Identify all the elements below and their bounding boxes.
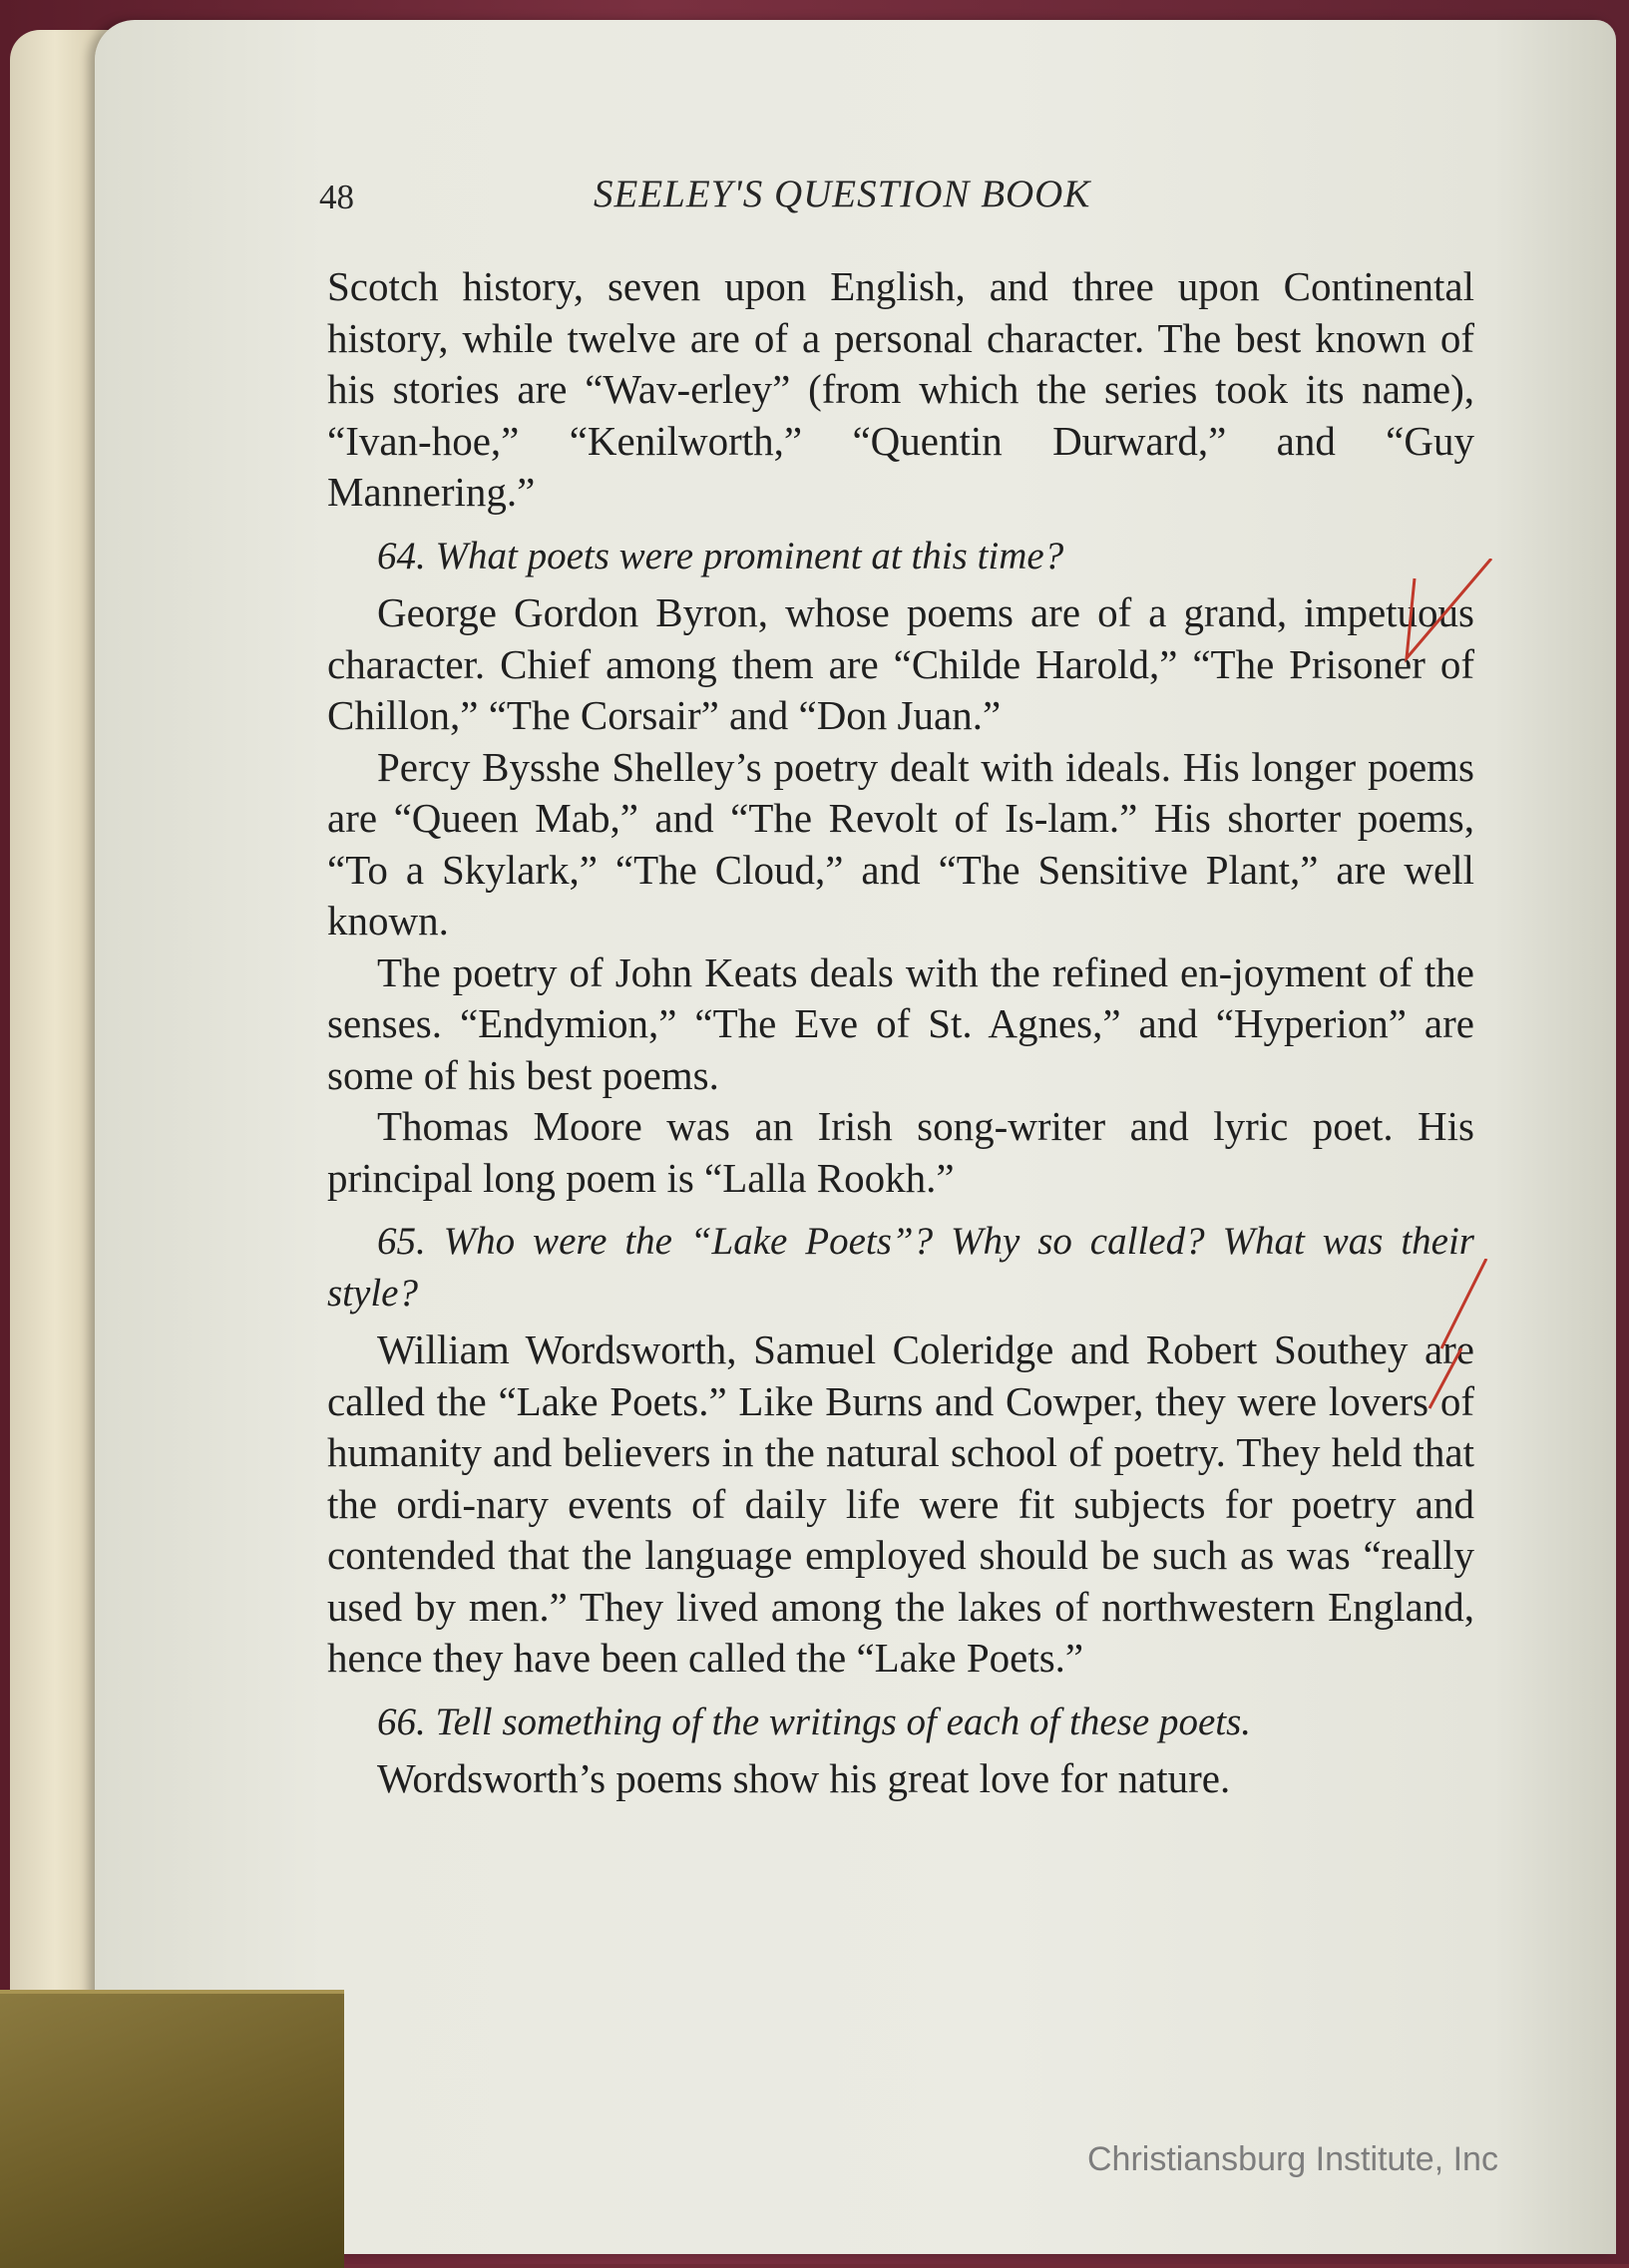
watermark: Christiansburg Institute, Inc	[1087, 2140, 1498, 2178]
paragraph-scott-novels: Scotch history, seven upon English, and three upon Continental history, while twelve are of a personal character. The best known of his stories are “Wav-erley” (from which the series took its name), “Ivan-hoe,” “Kenilworth,” “Quentin Durward,” and “Guy Mannering.”	[327, 263, 1474, 515]
paragraph-lake-poets: William Wordsworth, Samuel Coleridge and Robert Southey are called the “Lake Poets.” Like Burns and Cowper, they were lovers of humanity and believers in the natural school of poetry. They held that the ordi-nary events of daily life were fit subjects for poetry and contended that the language employed should be such as was “really used by men.” They lived among the lakes of northwestern England, hence they have been called the “Lake Poets.”	[327, 1326, 1474, 1681]
page-number: 48	[319, 178, 354, 216]
paragraph-byron: George Gordon Byron, whose poems are of a grand, impetuous character. Chief among them are “Childe Harold,” “The Prisoner of Chillon,” “The Corsair” and “Don Juan.”	[327, 589, 1474, 738]
paragraph-wordsworth: Wordsworth’s poems show his great love for nature.	[377, 1755, 1231, 1801]
page-text	[327, 261, 1474, 1805]
running-header	[319, 172, 1476, 221]
question-66: 66. Tell something of the writings of each of these poets.	[377, 1700, 1252, 1743]
question-65: 65. Who were the “Lake Poets”? Why so called? What was their style?	[327, 1220, 1474, 1315]
pencil-check-mark	[1397, 559, 1496, 688]
question-64: 64. What poets were prominent at this time?	[377, 534, 1064, 577]
paragraph-shelley: Percy Bysshe Shelley’s poetry dealt with ideals. His longer poems are “Queen Mab,” and “The Revolt of Is-lam.” His shorter poems, “To a Skylark,” “The Cloud,” and “The Sensitive Plant,” are well known.	[327, 743, 1474, 944]
pencil-slash-mark	[1422, 1259, 1491, 1418]
paragraph-moore: Thomas Moore was an Irish song-writer and lyric poet. His principal long poem is “Lalla Rookh.”	[327, 1103, 1474, 1201]
paragraph-keats: The poetry of John Keats deals with the refined en-joyment of the senses. “Endymion,” “The Eve of St. Agnes,” and “Hyperion” are some of his best poems.	[327, 948, 1474, 1098]
bookmark-tab	[0, 1990, 344, 2268]
running-title: SEELEY'S QUESTION BOOK	[594, 173, 1091, 215]
